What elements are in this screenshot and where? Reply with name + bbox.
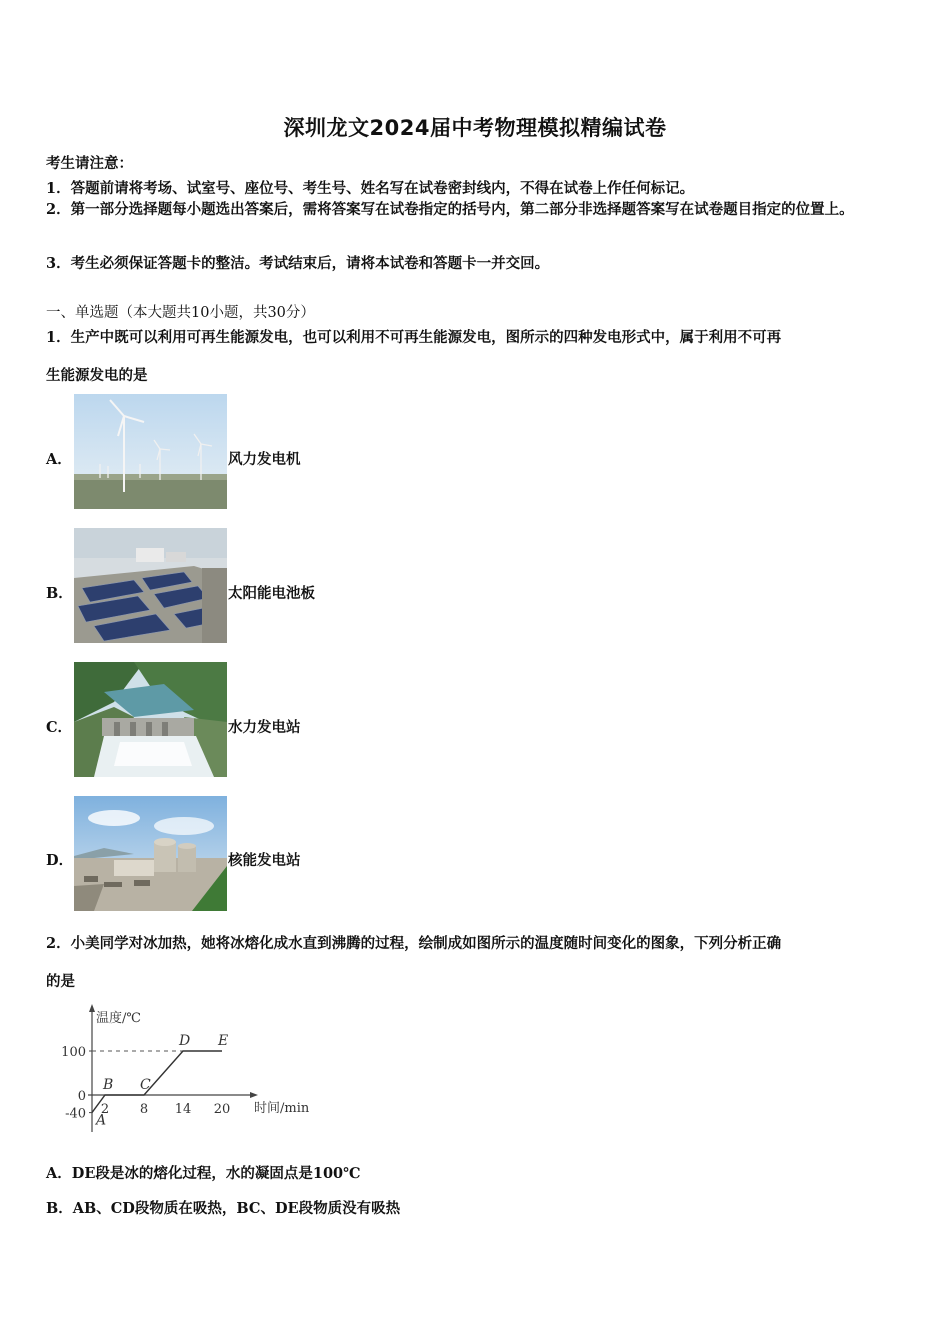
option-label: 水力发电站 — [228, 719, 301, 736]
hydro-dam-photo — [74, 662, 227, 777]
point-label-a: A — [96, 1112, 107, 1129]
x-tick-label: 20 — [213, 1102, 231, 1117]
question-1-stem: 1．生产中既可以利用可再生能源发电，也可以利用不可再生能源发电，图所示的四种发电形式中，属于利用不可再 — [46, 329, 782, 346]
option-label: 核能发电站 — [228, 852, 301, 869]
question-1-stem-cont: 生能源发电的是 — [46, 367, 148, 384]
option-letter: A． — [46, 451, 72, 468]
nuclear-plant-photo — [74, 796, 227, 911]
solar-panels-photo — [74, 528, 227, 643]
x-tick-label: 14 — [174, 1102, 192, 1117]
notice-item: 2．第一部分选择题每小题选出答案后，需将答案写在试卷指定的括号内，第二部分非选择题答案写在试卷题目指定的位置上。 — [46, 201, 854, 218]
x-axis-label: 时间/min — [254, 1101, 310, 1116]
temperature-time-graph — [46, 1002, 326, 1146]
option-letter: B． — [46, 585, 73, 602]
option-letter: D． — [46, 852, 74, 869]
option-letter: C． — [46, 719, 73, 736]
x-axis-arrow — [250, 1092, 258, 1098]
point-label-e: E — [218, 1033, 229, 1049]
y-axis-arrow — [89, 1004, 95, 1012]
question-2-option-a: A．DE段是冰的熔化过程，水的凝固点是100℃ — [46, 1165, 361, 1182]
point-label-d: D — [179, 1033, 191, 1049]
wind-turbines-photo — [74, 394, 227, 509]
option-label: 太阳能电池板 — [228, 585, 315, 602]
y-axis-label: 温度/℃ — [96, 1011, 141, 1026]
question-2-option-b: B．AB、CD段物质在吸热，BC、DE段物质没有吸热 — [46, 1200, 401, 1217]
point-label-b: B — [103, 1077, 114, 1093]
notice-item: 3．考生必须保证答题卡的整洁。考试结束后，请将本试卷和答题卡一并交回。 — [46, 255, 550, 272]
page-title: 深圳龙文2024届中考物理模拟精编试卷 — [283, 116, 667, 140]
x-tick-label: 8 — [139, 1102, 149, 1117]
notice-heading: 考生请注意： — [46, 155, 133, 172]
y-tick-label: 100 — [61, 1045, 86, 1060]
y-tick-label: -40 — [65, 1106, 86, 1122]
question-2-stem-cont: 的是 — [46, 973, 75, 990]
notice-item: 1．答题前请将考场、试室号、座位号、考生号、姓名写在试卷密封线内，不得在试卷上作任何标记。 — [46, 180, 695, 197]
point-label-c: C — [140, 1077, 151, 1093]
x-tick-label: 2 — [100, 1102, 110, 1117]
y-tick-label: 0 — [77, 1089, 86, 1104]
option-label: 风力发电机 — [228, 451, 301, 468]
question-2-stem: 2．小美同学对冰加热，她将冰熔化成水直到沸腾的过程，绘制成如图所示的温度随时间变化的图象，下列分析正确 — [46, 935, 782, 952]
section-heading: 一、单选题（本大题共10小题，共30分） — [46, 305, 315, 321]
